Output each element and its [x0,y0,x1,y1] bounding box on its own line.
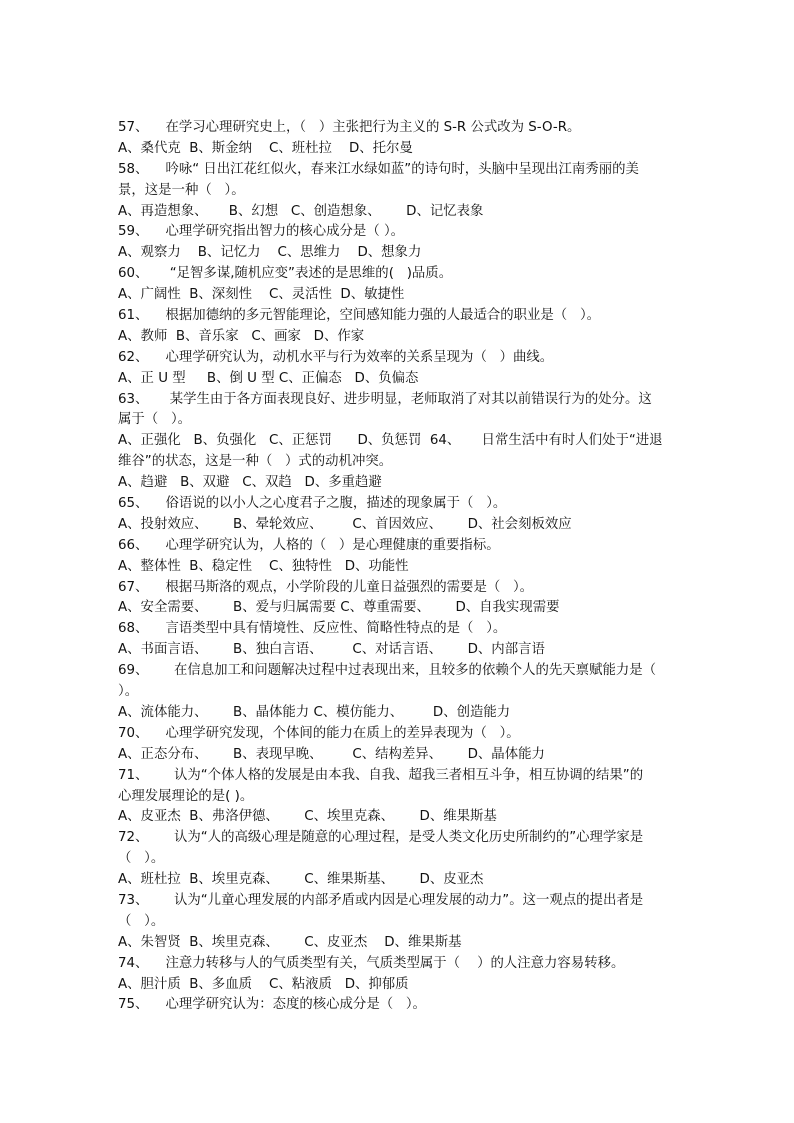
text-line: A、书面言语、 B、独白言语、 C、对话言语、 D、内部言语 [118,642,545,658]
text-line: A、观察力 B、记忆力 C、思维力 D、想象力 [118,245,422,261]
text-line: 心理发展理论的是( )。 [118,788,254,804]
text-line: 57、 在学习心理研究史上，（ ）主张把行为主义的 S-R 公式改为 S-O-R。 [118,120,581,135]
text-line: 59、 心理学研究指出智力的核心成分是（ ）。 [118,224,405,240]
text-line: 69、 在信息加工和问题解决过程中过表现出来，且较多的依赖个人的先天禀赋能力是（ [118,663,657,679]
text-line: 75、 心理学研究认为：态度的核心成分是（ ）。 [118,997,426,1013]
text-line: 72、 认为“人的高级心理是随意的心理过程，是受人类文化历史所制约的”心理学家是 [118,830,644,846]
text-line: 63、 某学生由于各方面表现良好、进步明显，老师取消了对其以前错误行为的处分。这 [118,391,652,407]
text-line: 70、 心理学研究发现，个体间的能力在质上的差异表现为（ ）。 [118,725,520,741]
text-line: A、正态分布、 B、表现早晚、 C、结构差异、 D、晶体能力 [118,746,545,762]
text-line: 68、 言语类型中具有情境性、反应性、简略性特点的是（ ）。 [118,621,507,637]
text-line: A、桑代克 B、斯金纳 C、班杜拉 D、托尔曼 [118,140,413,156]
text-line: 74、 注意力转移与人的气质类型有关，气质类型属于（ ）的人注意力容易转移。 [118,955,625,971]
text-line: 67、 根据马斯洛的观点，小学阶段的儿童日益强烈的需要是（ ）。 [118,579,534,595]
text-line: A、广阔性 B、深刻性 C、灵活性 D、敏捷性 [118,287,405,303]
text-line: A、安全需要、 B、爱与归属需要 C、尊重需要、 D、自我实现需要 [118,600,560,616]
text-line: 属于（ ）。 [118,412,192,428]
text-line: 62、 心理学研究认为，动机水平与行为效率的关系呈现为（ ）曲线。 [118,349,554,365]
text-line: A、流体能力、 B、晶体能力 C、模仿能力、 D、创造能力 [118,704,511,720]
text-line: 61、 根据加德纳的多元智能理论，空间感知能力强的人最适合的职业是（ ）。 [118,308,601,324]
text-line: 58、 吟咏“ 日出江花红似火，春来江水绿如蓝”的诗句时，头脑中呈现出江南秀丽的美 [118,161,639,177]
text-line: A、朱智贤 B、埃里克森、 C、皮亚杰 D、维果斯基 [118,934,462,950]
text-line: 71、 认为“个体人格的发展是由本我、自我、超我三者相互斗争，相互协调的结果”的 [118,767,644,783]
text-line: （ ）。 [118,851,165,867]
text-line: A、皮亚杰 B、弗洛伊德、 C、埃里克森、 D、维果斯基 [118,809,497,825]
text-line: 66、 心理学研究认为，人格的（ ）是心理健康的重要指标。 [118,537,500,553]
text-line: （ ）。 [118,913,165,929]
text-line: 73、 认为“儿童心理发展的内部矛盾或内因是心理发展的动力”。这一观点的提出者是 [118,892,644,908]
text-line: A、投射效应、 B、晕轮效应、 C、首因效应、 D、社会刻板效应 [118,516,572,532]
text-line: A、趋避 B、双避 C、双趋 D、多重趋避 [118,475,382,491]
text-line: A、班杜拉 B、埃里克森、 C、维果斯基、 D、皮亚杰 [118,872,484,888]
text-line: 60、 “足智多谋,随机应变”表述的是思维的( )品质。 [118,266,453,282]
question-list [118,118,684,1016]
text-line: ）。 [118,684,139,700]
text-line: A、教师 B、音乐家 C、画家 D、作家 [118,328,365,344]
text-line: 65、 俗语说的以小人之心度君子之腹，描述的现象属于（ ）。 [118,496,507,512]
text-line: 维谷”的状态，这是一种（ ）式的动机冲突。 [118,454,393,470]
text-line: A、再造想象、 B、幻想 C、创造想象、 D、记忆表象 [118,203,484,219]
text-line: A、胆汁质 B、多血质 C、粘液质 D、抑郁质 [118,976,409,992]
text-line: A、正 U 型 B、倒 U 型 C、正偏态 D、负偏态 [118,370,419,386]
text-line: 景，这是一种（ ）。 [118,182,245,198]
text-line: A、正强化 B、负强化 C、正惩罚 D、负惩罚 64、 日常生活中有时人们处于“进退 [118,433,663,449]
text-line: A、整体性 B、稳定性 C、独特性 D、功能性 [118,558,409,574]
